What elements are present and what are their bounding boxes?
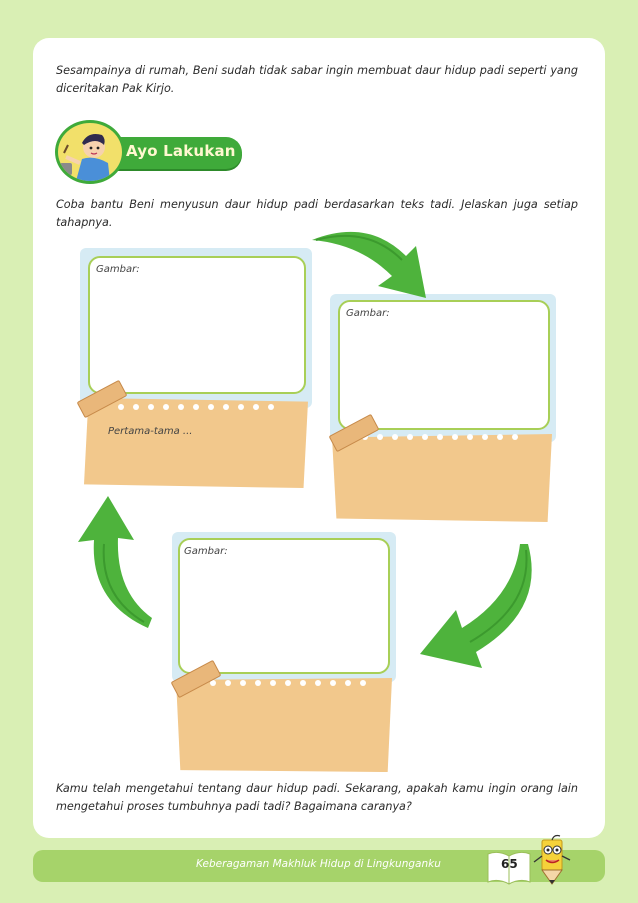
drawing-card-2 xyxy=(330,294,556,524)
paper-holes xyxy=(362,434,518,440)
drawing-area[interactable] xyxy=(178,538,390,674)
card-label: Gambar: xyxy=(96,264,140,275)
closing-paragraph: Kamu telah mengetahui tentang daur hidup padi. Sekarang, apakah kamu ingin orang lain mengetahui proses tumbuhnya padi tadi? Bagaimana caranya? xyxy=(56,782,578,813)
arrow-down-left-icon xyxy=(416,540,546,680)
pencil-mascot-icon xyxy=(532,832,574,888)
arrow-right-down-icon xyxy=(308,222,438,302)
card-label: Gambar: xyxy=(346,308,390,319)
arrow-up-icon xyxy=(70,492,154,632)
caption-paper xyxy=(332,434,552,522)
card-caption[interactable]: Pertama-tama ... xyxy=(108,426,193,437)
child-painting-icon xyxy=(55,120,125,184)
card-label: Gambar: xyxy=(184,546,228,557)
drawing-card-1 xyxy=(80,248,312,488)
paper-holes xyxy=(210,680,366,686)
caption-paper xyxy=(84,398,308,488)
task-paragraph: Coba bantu Beni menyusun daur hidup padi berdasarkan teks tadi. Jelaskan juga setiap tahapnya. xyxy=(56,198,578,229)
caption-paper xyxy=(176,678,392,772)
section-title: Ayo Lakukan xyxy=(126,142,236,160)
drawing-area[interactable] xyxy=(88,256,306,394)
paper-holes xyxy=(118,404,274,410)
page-number: 65 xyxy=(501,857,518,871)
footer-title: Keberagaman Makhluk Hidup di Lingkunganku xyxy=(196,858,441,870)
intro-paragraph: Sesampainya di rumah, Beni sudah tidak sabar ingin membuat daur hidup padi seperti yang diceritakan Pak Kirjo. xyxy=(56,64,578,95)
drawing-card-3 xyxy=(172,532,396,772)
drawing-area[interactable] xyxy=(338,300,550,430)
